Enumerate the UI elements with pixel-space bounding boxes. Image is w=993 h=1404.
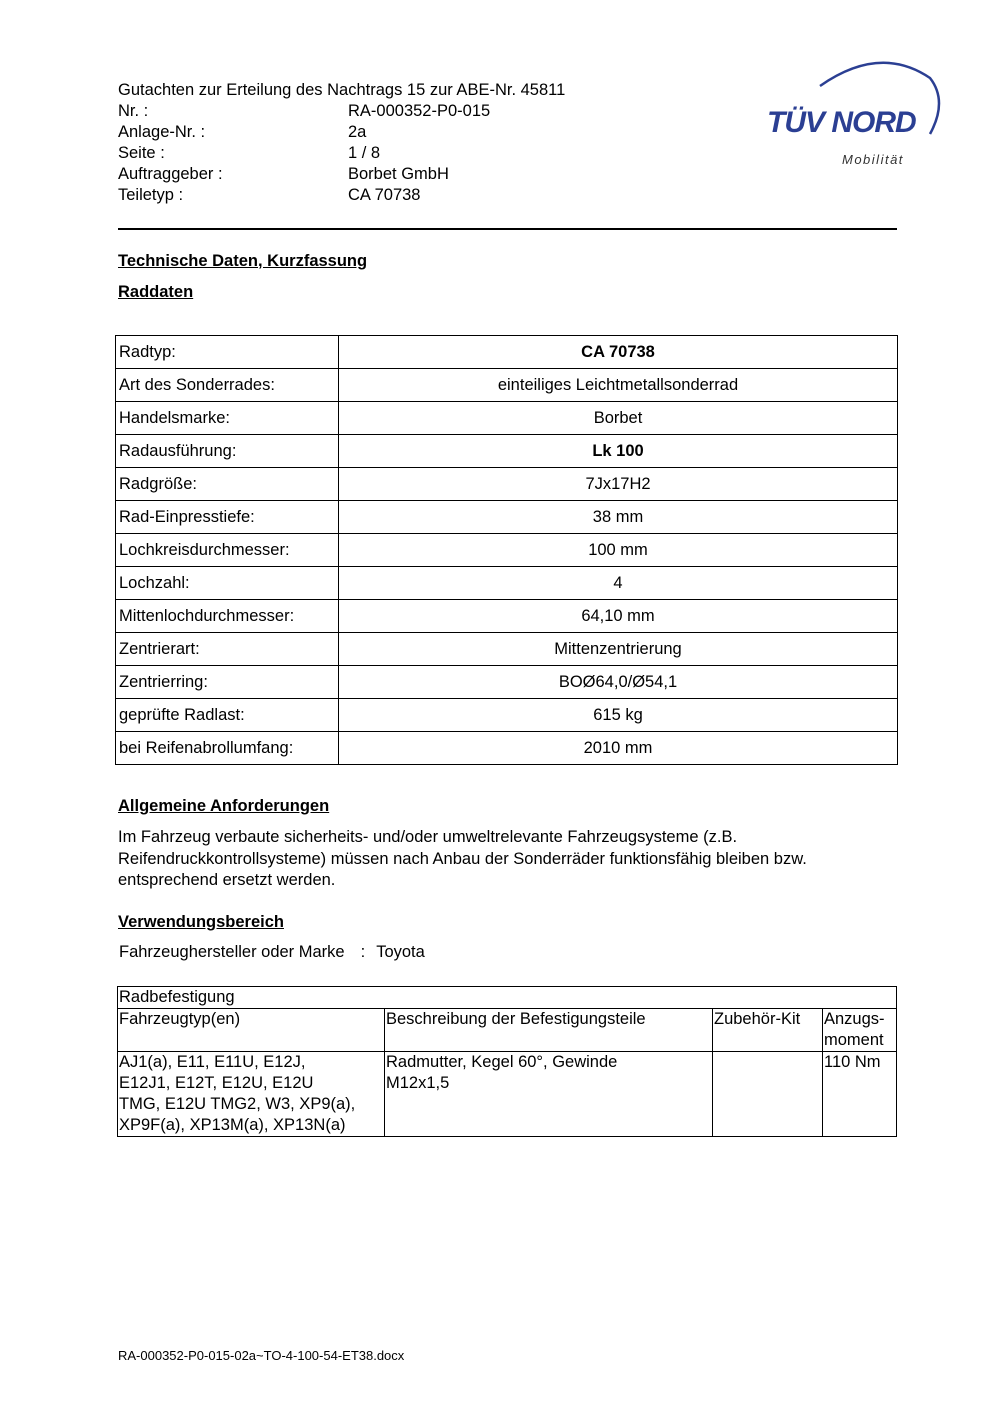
document-header [118,80,565,206]
allgemein-paragraph [118,827,908,892]
header-field-value: CA 70738 [348,186,421,204]
raddaten-value: 100 mm [339,534,898,567]
table-row [116,666,898,699]
table-cell: AJ1(a), E11, E11U, E12J, E12J1, E12T, E12U, E12U TMG, E12U TMG2, W3, XP9(a), XP9F(a), XP13M(a), XP13N(a) [118,1052,385,1137]
header-field-label: Anlage-Nr. : [118,123,206,141]
raddaten-label: Radtyp: [116,336,339,369]
raddaten-value: 615 kg [339,699,898,732]
raddaten-value: einteiliges Leichtmetallsonderrad [339,369,898,402]
raddaten-value: 38 mm [339,501,898,534]
table-row [118,1052,897,1137]
header-field [118,122,565,143]
table-row [116,435,898,468]
raddaten-label: Radgröße: [116,468,339,501]
tuev-nord-logo [762,56,942,176]
paragraph-line: Im Fahrzeug verbaute sicherheits- und/oder umweltrelevante Fahrzeugsysteme (z.B. [118,828,738,846]
raddaten-value: 7Jx17H2 [339,468,898,501]
raddaten-value: CA 70738 [339,336,898,369]
table-cell: 110 Nm [823,1052,897,1137]
raddaten-value: 4 [339,567,898,600]
table-row [116,468,898,501]
header-field-value: 2a [348,123,367,141]
header-field-label: Seite : [118,144,165,162]
table-row [116,732,898,765]
maker-separator: : [360,943,366,961]
table-row [116,633,898,666]
header-field [118,164,565,185]
maker-label: Fahrzeughersteller oder Marke [119,943,345,961]
column-header: Anzugs- moment [823,1009,897,1052]
logo-brand: TÜV NORD [767,106,916,139]
raddaten-label: Art des Sonderrades: [116,369,339,402]
table-row [116,501,898,534]
header-field [118,101,565,122]
raddaten-label: Zentrierring: [116,666,339,699]
raddaten-value: 2010 mm [339,732,898,765]
raddaten-label: Lochkreisdurchmesser: [116,534,339,567]
raddaten-label: Mittenlochdurchmesser: [116,600,339,633]
header-field [118,185,565,206]
raddaten-value: Borbet [339,402,898,435]
raddaten-label: Radausführung: [116,435,339,468]
raddaten-value: BOØ64,0/Ø54,1 [339,666,898,699]
raddaten-label: Lochzahl: [116,567,339,600]
table-row [116,699,898,732]
header-field [118,143,565,164]
table-header-row [118,1009,897,1052]
table-row [116,534,898,567]
footer-filename: RA-000352-P0-015-02a~TO-4-100-54-ET38.docx [118,1348,405,1363]
maker-value: Toyota [376,943,425,961]
document-title: Gutachten zur Erteilung des Nachtrags 15 zur ABE-Nr. 45811 [118,81,566,99]
raddaten-label: Handelsmarke: [116,402,339,435]
header-field-label: Auftraggeber : [118,165,223,183]
header-field-label: Nr. : [118,102,149,120]
header-field-value: Borbet GmbH [348,165,449,183]
table-row [116,567,898,600]
header-divider [118,228,897,230]
paragraph-line: Reifendruckkontrollsysteme) müssen nach Anbau der Sonderräder funktionsfähig bleiben bzw. [118,849,807,868]
heading-verwendungsbereich: Verwendungsbereich [118,913,284,931]
raddaten-label: bei Reifenabrollumfang: [116,732,339,765]
raddaten-label: Rad-Einpresstiefe: [116,501,339,534]
header-field-value: 1 / 8 [348,144,381,162]
raddaten-value: 64,10 mm [339,600,898,633]
column-header: Fahrzeugtyp(en) [118,1009,385,1052]
heading-allgemeine-anforderungen: Allgemeine Anforderungen [118,797,330,815]
table-row [116,600,898,633]
column-header: Zubehör-Kit [713,1009,823,1052]
header-field-label: Teiletyp : [118,186,184,204]
raddaten-label: Zentrierart: [116,633,339,666]
table-row [116,369,898,402]
column-header: Beschreibung der Befestigungsteile [385,1009,713,1052]
header-field-value: RA-000352-P0-015 [348,102,491,120]
logo-subtitle: Mobilität [842,152,904,167]
raddaten-value: Lk 100 [339,435,898,468]
table-row [116,402,898,435]
heading-raddaten: Raddaten [118,283,194,301]
table-cell: Radmutter, Kegel 60°, Gewinde M12x1,5 [385,1052,713,1137]
vehicle-maker-line [119,943,425,962]
raddaten-table [115,335,898,765]
table-cell [713,1052,823,1137]
table-row [116,336,898,369]
heading-technische-daten: Technische Daten, Kurzfassung [118,252,368,270]
raddaten-value: Mittenzentrierung [339,633,898,666]
paragraph-line: entsprechend ersetzt werden. [118,871,336,889]
radbefestigung-title: Radbefestigung [118,987,897,1009]
raddaten-label: geprüfte Radlast: [116,699,339,732]
radbefestigung-table [117,986,897,1137]
